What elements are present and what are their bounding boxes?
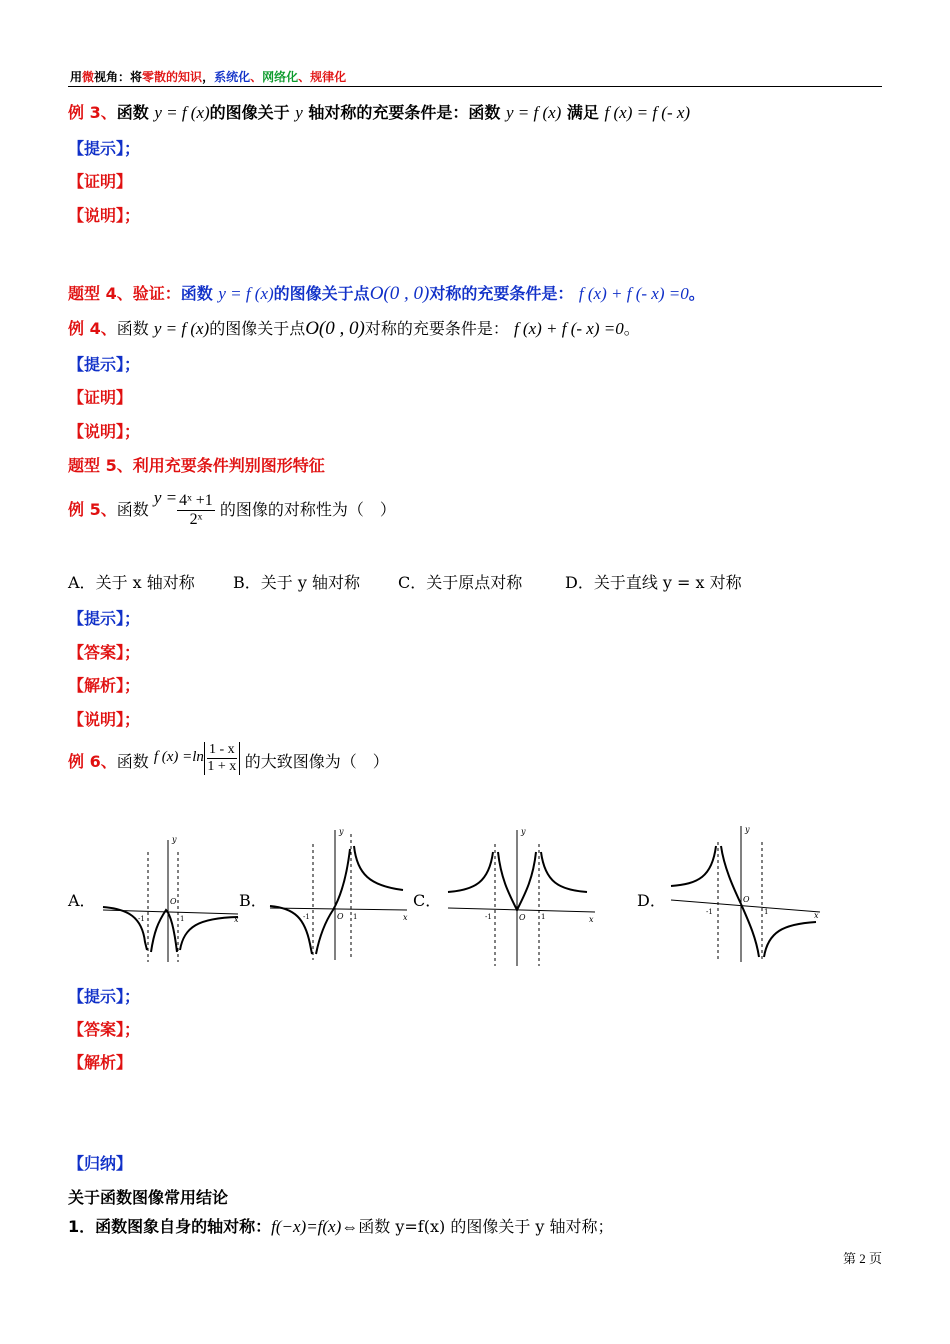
curve-middle (151, 910, 177, 952)
curve-left (448, 852, 493, 892)
tick-pos: 1 (353, 913, 358, 921)
x-label: x (234, 915, 239, 924)
ex5-option-d[interactable]: D．关于直线 y = x 对称 (565, 573, 742, 592)
x-axis (448, 908, 595, 912)
tick-neg: -1 (303, 913, 310, 921)
y-label: y (339, 827, 344, 836)
ex6-hint: 【提示】； (68, 987, 141, 1006)
tick-pos: 1 (541, 913, 546, 921)
ex5-analysis: 【解析】； (68, 676, 141, 695)
summary-title: 关于函数图像常用结论 (68, 1188, 229, 1207)
curve-middle (721, 846, 759, 957)
tick-pos: 1 (180, 915, 185, 923)
ex6-graph-b[interactable] (265, 824, 415, 964)
ex5-option-b[interactable]: B．关于 y 轴对称 (233, 573, 360, 592)
x-label: x (589, 915, 594, 924)
header-divider (68, 86, 882, 87)
ex6-analysis: 【解析】 (68, 1053, 133, 1072)
x-label: x (814, 911, 819, 920)
y-label: y (745, 825, 750, 834)
header-slogan: 用微视角：将零散的知识，系统化、网络化、规律化 (70, 70, 347, 84)
ex4-hint: 【提示】； (68, 355, 141, 374)
curve-right (764, 922, 816, 957)
ex3-hint: 【提示】； (68, 139, 141, 158)
curve-right (541, 852, 587, 892)
ex6-graph-c[interactable] (445, 824, 600, 969)
ex6-statement: 例 6、函数 f (x) =ln $\frac{1 - x}{1 + x}$ 的大致图像为（ ） (68, 742, 389, 774)
ex6-graph-a[interactable] (98, 832, 248, 967)
tick-neg: -1 (485, 913, 492, 921)
page-number: 第 2 页 (842, 1251, 882, 1266)
curve-right (180, 917, 238, 950)
summary-item-1: 1．函数图象自身的轴对称：f(−x)=f(x)⇔函数 y=f(x) 的图像关于 y 轴对称； (68, 1217, 614, 1236)
ex6-choice-c[interactable]: C． (413, 891, 442, 910)
y-label: y (521, 827, 526, 836)
ex5-answer: 【答案】； (68, 643, 141, 662)
tick-neg: -1 (138, 915, 145, 923)
type5-title: 题型 5、利用充要条件判别图形特征 (68, 456, 325, 475)
ex3-proof: 【证明】 (68, 172, 133, 191)
ex6-choice-b[interactable]: B． (239, 891, 267, 910)
curve-right (354, 846, 403, 890)
y-label: y (172, 835, 177, 844)
curve-left (671, 846, 716, 886)
ex4-statement: 例 4、函数 y = f (x)的图像关于点O(0 , 0)对称的充要条件是： f (x) + f (- x) =0。 (68, 318, 640, 339)
ex5-option-c[interactable]: C．关于原点对称 (398, 573, 523, 592)
origin-label: O (337, 912, 344, 921)
origin-label: O (519, 913, 526, 922)
origin-label: O (743, 895, 750, 904)
type4-statement: 题型 4、验证：函数 y = f (x)的图像关于点O(0 , 0)对称的充要条件是： f (x) + f (- x) =0。 (68, 283, 705, 304)
curve-left (103, 907, 147, 950)
ex3-note: 【说明】； (68, 206, 141, 225)
ex6-fraction: $\frac{1 - x}{1 + x}$ (204, 742, 240, 775)
x-label: x (403, 913, 408, 922)
ex4-note: 【说明】； (68, 422, 141, 441)
ex5-options (68, 570, 195, 593)
ex4-proof: 【证明】 (68, 388, 133, 407)
ex5-fraction: $\frac{\text{4ˣ +1}}{\text{2ˣ}}$ (179, 492, 213, 528)
tick-pos: 1 (764, 908, 769, 916)
ex5-hint: 【提示】； (68, 609, 141, 628)
tick-neg: -1 (706, 908, 713, 916)
ex5-option-a[interactable]: A．关于 x 轴对称 (68, 573, 195, 592)
ex6-choice-a[interactable]: A． (68, 891, 96, 910)
x-axis (270, 908, 407, 910)
ex5-note: 【说明】； (68, 710, 141, 729)
ex3-statement: 例 3、函数 y = f (x)的图像关于 y 轴对称的充要条件是：函数 y = f (x) 满足 f (x) = f (- x) (68, 103, 691, 122)
origin-label: O (170, 897, 177, 906)
summary-label: 【归纳】 (68, 1154, 133, 1173)
ex6-answer: 【答案】； (68, 1020, 141, 1039)
ex6-choice-d[interactable]: D． (637, 891, 666, 910)
curve-middle (316, 849, 350, 954)
ex6-graph-d[interactable] (668, 822, 828, 967)
ex5-statement: 例 5、函数 y = $\frac{\text{4ˣ +1}}{\text{2ˣ}}$ 的图像的对称性为（ ） (68, 488, 396, 528)
